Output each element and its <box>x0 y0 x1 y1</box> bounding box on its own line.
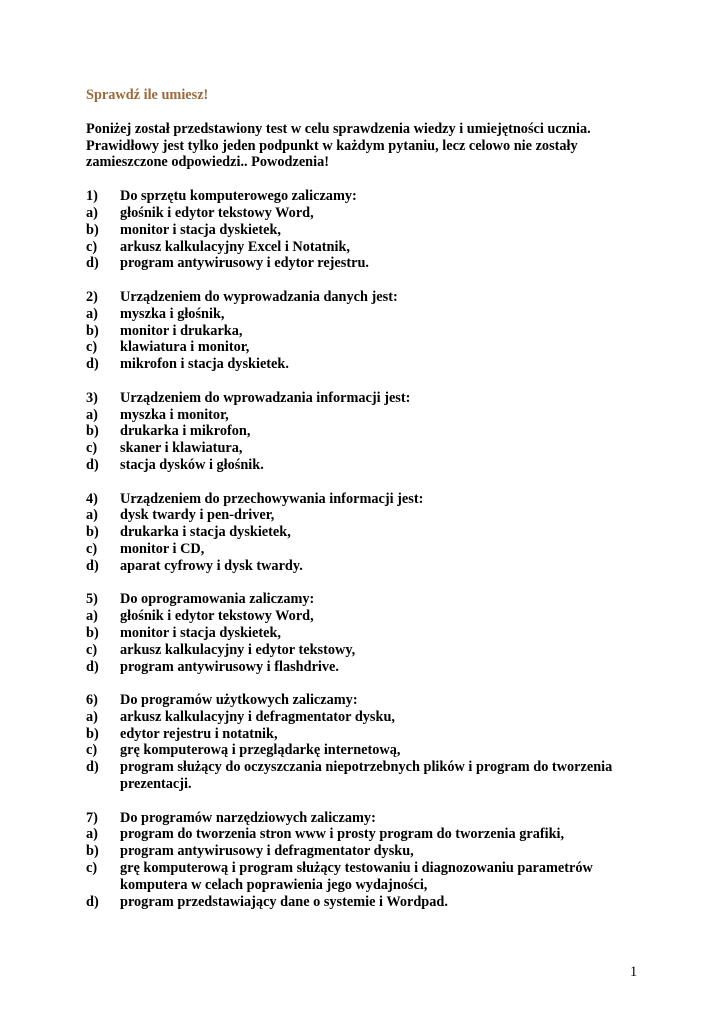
answer-label: c) <box>86 339 98 356</box>
answer-label: d) <box>86 255 99 272</box>
answer-text: stacja dysków i głośnik. <box>120 456 264 473</box>
question-text: Do programów użytkowych zaliczamy: <box>120 692 358 709</box>
answer-option <box>86 625 646 642</box>
answer-text: klawiatura i monitor, <box>120 339 250 356</box>
answer-label: b) <box>86 221 99 238</box>
question-number: 5) <box>86 591 98 608</box>
intro-line: Prawidłowy jest tylko jeden podpunkt w każdym pytaniu, lecz celowo nie zostały <box>86 137 578 154</box>
answer-text: program antywirusowy i defragmentator dysku, <box>120 843 414 860</box>
question-4 <box>86 491 646 575</box>
question-heading <box>86 491 646 508</box>
answer-text: monitor i CD, <box>120 540 205 557</box>
answer-text: myszka i monitor, <box>120 406 229 423</box>
question-heading <box>86 810 646 827</box>
answer-text: myszka i głośnik, <box>120 305 225 322</box>
answer-label: a) <box>86 826 98 843</box>
question-number: 7) <box>86 809 98 826</box>
question-heading <box>86 188 646 205</box>
answer-text: arkusz kalkulacyjny i defragmentator dysku, <box>120 708 395 725</box>
intro-line: Poniżej został przedstawiony test w celu sprawdzenia wiedzy i umiejętności ucznia. <box>86 120 591 137</box>
answer-label: a) <box>86 204 98 221</box>
answer-text: grę komputerową i program służący testowaniu i diagnozowaniu parametrów komputera w celach poprawienia jego wydajności, <box>120 860 593 893</box>
question-3 <box>86 390 646 474</box>
answer-text: mikrofon i stacja dyskietek. <box>120 356 289 373</box>
answer-label: c) <box>86 238 98 255</box>
answer-option <box>86 642 646 659</box>
answer-option <box>86 356 646 373</box>
answer-label: b) <box>86 322 99 339</box>
answer-label: b) <box>86 423 99 440</box>
answer-option <box>86 222 646 239</box>
answer-text: głośnik i edytor tekstowy Word, <box>120 608 314 625</box>
answer-label: d) <box>86 759 99 776</box>
answer-label: a) <box>86 305 98 322</box>
answer-label: b) <box>86 624 99 641</box>
intro-paragraph <box>86 121 646 171</box>
question-heading <box>86 390 646 407</box>
answer-text: głośnik i edytor tekstowy Word, <box>120 204 314 221</box>
answer-label: d) <box>86 658 99 675</box>
answer-label: d) <box>86 557 99 574</box>
answer-label: d) <box>86 356 99 373</box>
answer-text: program do tworzenia stron www i prosty program do tworzenia grafiki, <box>120 826 565 843</box>
answer-text: arkusz kalkulacyjny i edytor tekstowy, <box>120 641 356 658</box>
answer-label: c) <box>86 641 98 658</box>
question-7 <box>86 810 646 911</box>
answer-text: monitor i stacja dyskietek, <box>120 221 281 238</box>
answer-option <box>86 759 646 793</box>
answer-option <box>86 205 646 222</box>
answer-text: aparat cyfrowy i dysk twardy. <box>120 557 303 574</box>
answer-label: d) <box>86 456 99 473</box>
answer-option <box>86 255 646 272</box>
question-number: 1) <box>86 188 98 205</box>
answer-option <box>86 306 646 323</box>
answer-label: c) <box>86 440 98 457</box>
answer-option <box>86 742 646 759</box>
answer-label: b) <box>86 524 99 541</box>
answer-option <box>86 558 646 575</box>
answer-option <box>86 843 646 860</box>
question-number: 4) <box>86 490 98 507</box>
question-text: Urządzeniem do wprowadzania informacji jest: <box>120 389 411 406</box>
answer-text: arkusz kalkulacyjny Excel i Notatnik, <box>120 238 350 255</box>
answer-text: program antywirusowy i flashdrive. <box>120 658 339 675</box>
question-text: Urządzeniem do przechowywania informacji jest: <box>120 490 424 507</box>
answer-label: a) <box>86 406 98 423</box>
question-5 <box>86 591 646 675</box>
answer-text: program służący do oczyszczania niepotrzebnych plików i program do tworzenia prezentacji. <box>120 759 613 793</box>
answer-option <box>86 323 646 340</box>
answer-text: program antywirusowy i edytor rejestru. <box>120 255 369 272</box>
answer-text: grę komputerową i przeglądarkę internetową, <box>120 742 401 759</box>
question-number: 2) <box>86 288 98 305</box>
answer-text: drukarka i stacja dyskietek, <box>120 524 291 541</box>
intro-line: zamieszczone odpowiedzi.. Powodzenia! <box>86 154 330 171</box>
question-text: Do programów narzędziowych zaliczamy: <box>120 809 376 826</box>
question-6 <box>86 692 646 793</box>
answer-option <box>86 339 646 356</box>
document-title: Sprawdź ile umiesz! <box>86 87 209 103</box>
answer-text: edytor rejestru i notatnik, <box>120 725 278 742</box>
answer-option <box>86 894 646 911</box>
question-1 <box>86 188 646 272</box>
answer-text: monitor i drukarka, <box>120 322 243 339</box>
answer-label: b) <box>86 843 99 860</box>
question-number: 3) <box>86 389 98 406</box>
answer-label: a) <box>86 708 98 725</box>
answer-option <box>86 709 646 726</box>
answer-option <box>86 507 646 524</box>
answer-text: drukarka i mikrofon, <box>120 423 251 440</box>
answer-text: dysk twardy i pen-driver, <box>120 507 275 524</box>
answer-label: c) <box>86 540 98 557</box>
answer-label: c) <box>86 860 98 877</box>
answer-option <box>86 524 646 541</box>
question-text: Do oprogramowania zaliczamy: <box>120 591 315 608</box>
question-heading <box>86 591 646 608</box>
answer-option <box>86 826 646 843</box>
answer-option <box>86 239 646 256</box>
answer-option <box>86 608 646 625</box>
answer-label: d) <box>86 893 99 910</box>
answer-option <box>86 860 646 894</box>
answer-label: b) <box>86 725 99 742</box>
answer-option <box>86 440 646 457</box>
question-text: Urządzeniem do wyprowadzania danych jest: <box>120 288 398 305</box>
question-2 <box>86 289 646 373</box>
question-text: Do sprzętu komputerowego zaliczamy: <box>120 188 357 205</box>
answer-option <box>86 541 646 558</box>
answer-option <box>86 407 646 424</box>
answer-option <box>86 457 646 474</box>
question-heading <box>86 692 646 709</box>
answer-label: a) <box>86 507 98 524</box>
page-number: 1 <box>630 964 638 980</box>
answer-label: a) <box>86 608 98 625</box>
answer-text: program przedstawiający dane o systemie i Wordpad. <box>120 893 448 910</box>
question-heading <box>86 289 646 306</box>
answer-option <box>86 726 646 743</box>
answer-option <box>86 423 646 440</box>
answer-text: monitor i stacja dyskietek, <box>120 624 281 641</box>
answer-option <box>86 659 646 676</box>
answer-label: c) <box>86 742 98 759</box>
document-body <box>86 87 646 927</box>
answer-text: skaner i klawiatura, <box>120 440 243 457</box>
question-number: 6) <box>86 692 98 709</box>
